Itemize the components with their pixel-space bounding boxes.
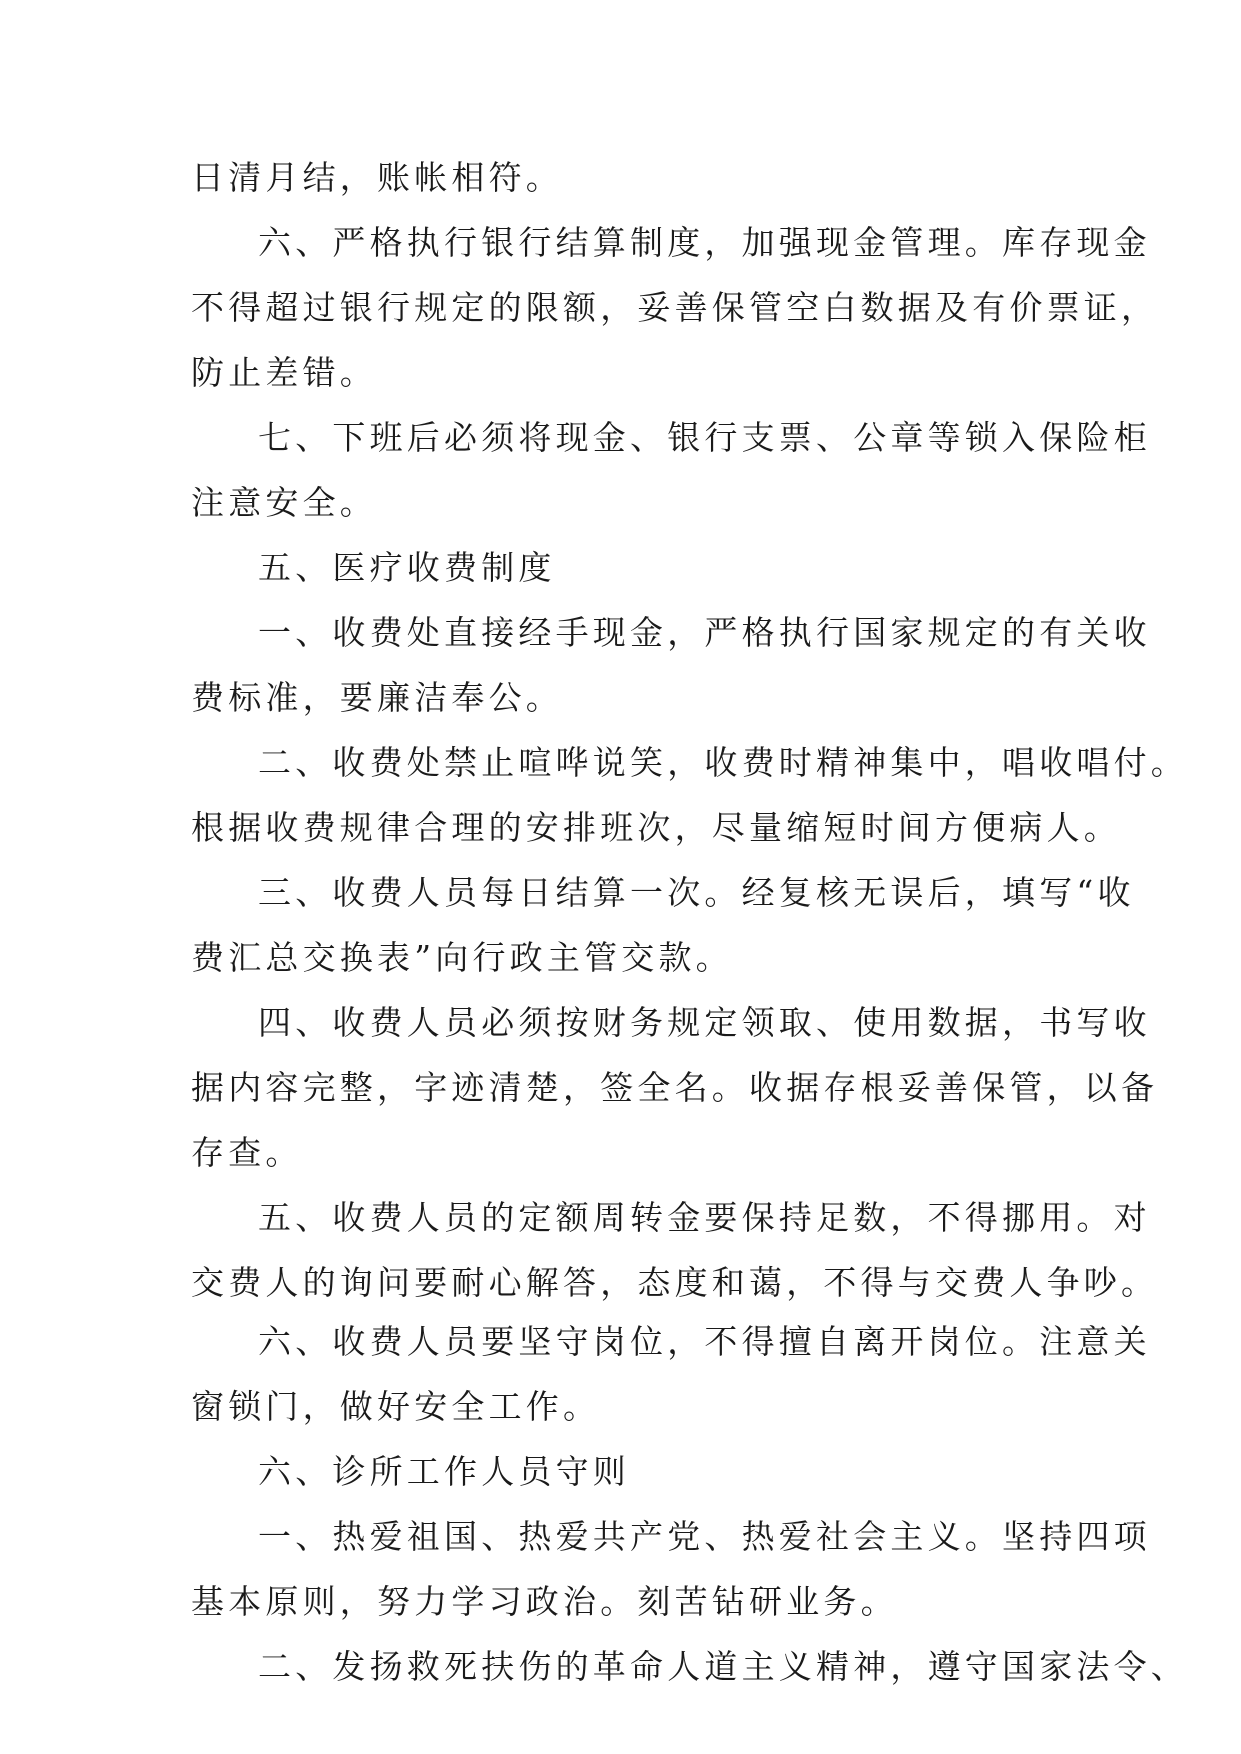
text-line: 据内容完整，字迹清楚，签全名。收据存根妥善保管，以备 [191,1068,1159,1107]
paragraph-start: 一、热爱祖国、热爱共产党、热爱社会主义。坚持四项 [258,1517,1151,1556]
text-line: 注意安全。 [191,483,377,522]
text-line: 不得超过银行规定的限额，妥善保管空白数据及有价票证， [191,288,1159,327]
text-line: 防止差错。 [191,353,377,392]
text-line: 根据收费规律合理的安排班次，尽量缩短时间方便病人。 [191,808,1121,847]
section-heading: 五、医疗收费制度 [258,548,556,587]
paragraph-start: 三、收费人员每日结算一次。经复核无误后，填写“收 [258,873,1135,912]
paragraph-start: 六、严格执行银行结算制度，加强现金管理。库存现金 [258,223,1151,262]
section-heading: 六、诊所工作人员守则 [258,1452,630,1491]
paragraph-start: 二、发扬救死扶伤的革命人道主义精神，遵守国家法令、 [258,1647,1188,1686]
paragraph-start: 五、收费人员的定额周转金要保持足数，不得挪用。对 [258,1198,1151,1237]
paragraph-start: 二、收费处禁止喧哗说笑，收费时精神集中，唱收唱付。 [258,743,1188,782]
text-line: 费汇总交换表”向行政主管交款。 [191,938,733,977]
text-line: 存查。 [191,1133,303,1172]
text-line: 基本原则，努力学习政治。刻苦钻研业务。 [191,1582,898,1621]
paragraph-start: 四、收费人员必须按财务规定领取、使用数据，书写收 [258,1003,1151,1042]
text-line: 交费人的询问要耐心解答，态度和蔼，不得与交费人争吵。 [191,1263,1159,1302]
paragraph-start: 七、下班后必须将现金、银行支票、公章等锁入保险柜 [258,418,1151,457]
document-body [191,158,1188,1686]
text-line: 日清月结，账帐相符。 [191,158,563,197]
text-line: 费标准，要廉洁奉公。 [191,678,563,717]
text-line: 窗锁门，做好安全工作。 [191,1387,601,1426]
paragraph-start: 一、收费处直接经手现金，严格执行国家规定的有关收 [258,613,1151,652]
paragraph-start: 六、收费人员要坚守岗位，不得擅自离开岗位。注意关 [258,1322,1151,1361]
